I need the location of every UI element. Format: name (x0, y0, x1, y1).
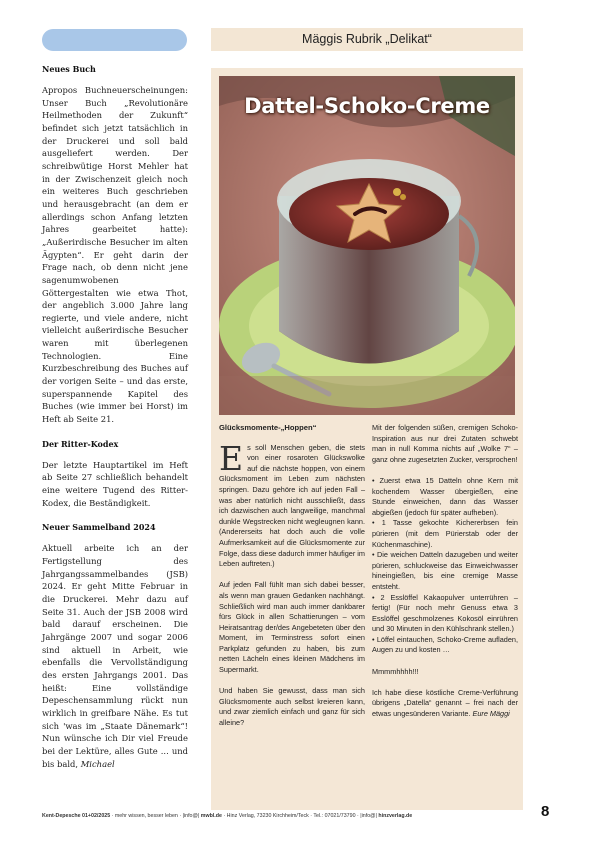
article-column-1 (219, 423, 365, 739)
paragraph-neues-buch: Apropos Buchneuerscheinungen: Unser Buch „Revolutionäre Heilmethoden der Zukunft“ befindet sich jetzt tatsächlich in der Druckerei und soll bald ausgeliefert werden. Der schreibwütige Horst Mehler hat in der Zwischenzeit gleich noch ein weiteres Buch geschrieben und herausgebracht (an dem er allerdings schon Anfang letzten Jahres gearbeitet hatte): „Außerirdische Besucher im alten Ägypten“. Er geht darin der Frage nach, ob denn nicht jene sagenumwobenen Göttergestalten wie etwa Thot, der angeblich 3.000 Jahre lang regierte, und viele andere, nicht vielleicht außerirdische Besucher waren mit überlegenen Technologien. Eine Kurzbeschreibung des Buches auf der vorigen Seite – und das erste, superspannende Kapitel des Buches (wie immer bei Horst) im Heft ab Seite 21. (42, 85, 188, 425)
left-column (42, 64, 188, 770)
drop-cap: E (219, 438, 244, 478)
article-paragraph-1 (219, 438, 366, 570)
dessert-photo (219, 76, 515, 415)
paragraph-sammelband (42, 542, 188, 770)
paragraph-ritter-kodex: Der letzte Hauptartikel im Heft ab Seite 27 schließlich behandelt eine weitere Tugend des Ritter-Kodex, die Beständigkeit. (42, 459, 188, 508)
article-paragraph-1-text: s soll Menschen geben, die stets von einer rosaroten Glückswolke auf die nächste hoppen, von einem Glücksmoment im Leben zum nächsten springen. Dazu gehöre ich auf jeden Fall – was aber natürlich nicht ausschließt, dass ich dazwischen auch langweilige, manchmal dunkle Wegstrecken nicht wegleugnen kann. (Andererseits hat doch auch die volle Aufmerksamkeit auf die Glücksmomente zur Folge, dass diese dadurch immer häufiger im Leben auftreten.) (219, 442, 366, 569)
sammelband-text: Aktuell arbeite ich an der Fertigstellung des Jahrgangssammelbandes (JSB) 2024. Er geht Mitte Februar in die Druckerei. Mehr dazu auf Seite 31. Auch der JSB 2008 wird bald darauf erscheinen. Die Jahrgänge 2007 und sogar 2006 sind aktuell in Arbeit, wie ebenfalls die Vervollständigung des ersten Jahrgangs 2001. Das heißt: Eine vollständige Depeschensammlung rückt nun wirklich in greifbare Nähe. Es tut sich 'was im „Staate Dänemark“! Nun wünsche ich Dir viel Freude bei der Lektüre, alles Gute ... und bis bald, (42, 543, 188, 769)
footer-text-1: · mehr wissen, besser leben · |info@| (110, 813, 201, 819)
recipe-closing-text: Ich habe diese köstliche Creme-Verführung übrigens „Datella“ genannt – frei nach der etwas ungesünderen Variante. (372, 687, 518, 719)
footer-link-hinzverlag[interactable]: hinzverlag.de (378, 813, 413, 819)
section-heading-neues-buch: Neues Buch (42, 64, 96, 74)
recipe-closing (372, 688, 518, 720)
recipe-step-3: • Die weichen Datteln dazugeben und weiter pürieren, schluckweise das Einweichwasser hineingießen, bis eine cremige Masse entsteht. (372, 550, 518, 591)
article-paragraph-3: Und haben Sie gewusst, dass man sich Glücksmomente auch selbst kreieren kann, und zwar ziemlich einfach und ganz für sich alleine? (219, 686, 365, 728)
photo-title: Dattel-Schoko-Creme (244, 94, 490, 118)
article-paragraph-2: Auf jeden Fall fühlt man sich dabei besser, als wenn man grauen Gedanken nachhängt. Schließlich wird man auch immer dankbarer fürs Glück in allen Schattierungen – vom Heiratsantrag der/des Angebeteten über den Moment, im Terminstress sofort einen Parkplatz gefunden zu haben, bis zum netten Lächeln eines kleinen Mädchens im Supermarkt. (219, 580, 365, 675)
page-footer (42, 813, 542, 819)
recipe-step-5: • Löffel eintauchen, Schoko-Creme aufladen, Augen zu und kosten … (372, 634, 518, 655)
footer-link-mwbl[interactable]: mwbl.de (200, 813, 222, 819)
article-heading: Glücksmomente-„Hoppen“ (219, 423, 317, 432)
dessert-photo-illustration (219, 76, 515, 415)
article-column-2 (372, 423, 518, 730)
footer-magazine: Kent-Depesche 01+02/2025 (42, 813, 111, 819)
recipe-intro: Mit der folgenden süßen, cremigen Schoko-Inspiration aus nur drei Zutaten schwebt man in null Komma nichts auf „Wolke 7“ – ganz ohne zugesetzten Zucker, versprochen! (372, 423, 518, 464)
decorative-pill (42, 29, 187, 51)
article-frame (211, 68, 523, 810)
recipe-step-4: • 2 Esslöffel Kakaopulver unterrühren – fertig! (Für noch mehr Genuss etwa 3 Esslöffel geschmolzenes Kokosöl einrühren und 30 Minuten in den Kühlschrank stellen.) (372, 592, 518, 634)
recipe-step-2: • 1 Tasse gekochte Kichererbsen fein pürieren (mit dem Pürierstab oder der Küchenmaschine). (372, 518, 518, 549)
page-number: 8 (541, 803, 550, 820)
signature-maeggi: Eure Mäggi (472, 709, 510, 719)
section-heading-sammelband: Neuer Sammelband 2024 (42, 522, 156, 533)
footer-text-2: · Hinz Verlag, 73230 Kirchheim/Teck · Tel.: 07021/73790 · |info@| (221, 813, 379, 819)
recipe-step-1: • Zuerst etwa 15 Datteln ohne Kern mit kochendem Wasser übergießen, eine Stunde einweichen, dann das Wasser abgießen (jedoch für später aufheben). (372, 475, 518, 517)
rubric-header: Mäggis Rubrik „Delikat“ (211, 28, 523, 51)
recipe-exclamation: Mmmmhhhh!!! (372, 666, 419, 676)
section-heading-ritter-kodex: Der Ritter-Kodex (42, 438, 119, 449)
signature-michael: Michael (80, 758, 115, 769)
